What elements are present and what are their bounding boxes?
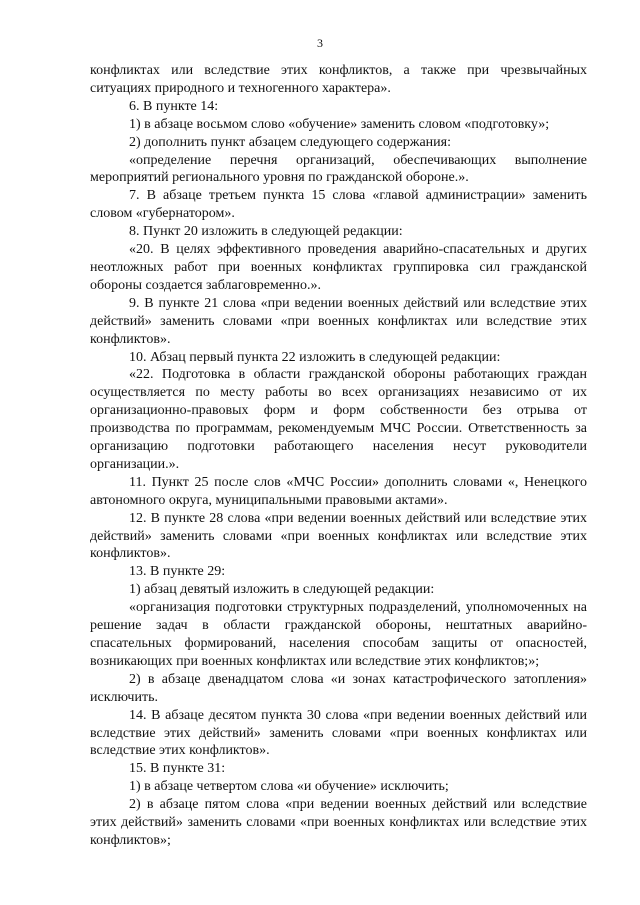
paragraph-16: «организация подготовки структурных подразделений, уполномоченных на решение задач в области гражданской обороны, нештатных аварийно-спасательных формирований, населения способам защиты от опасностей, возникающих при военных конфликтах или вследствие этих конфликтов;»;: [90, 600, 587, 669]
paragraph-11: «22. Подготовка в области гражданской обороны работающих граждан осуществляется по месту работы во всех организациях независимо от их организационно-правовых форм и форм собственности без отрыва от производства по программам, рекомендуемым МЧС России. Ответственность за организацию подготовки работающего населения несут руководители организации.».: [90, 367, 587, 472]
document-body: [90, 62, 587, 850]
paragraph-17: 2) в абзаце двенадцатом слова «и зонах катастрофического затопления» исключить.: [90, 671, 587, 705]
paragraph-12: 11. Пункт 25 после слов «МЧС России» дополнить словами «, Ненецкого автономного округа, муниципальными правовыми актами».: [90, 474, 587, 508]
paragraph-13: 12. В пункте 28 слова «при ведении военных действий или вследствие этих действий» заменить словами «при военных конфликтах или вследствие этих конфликтов».: [90, 510, 587, 562]
paragraph-20: 1) в абзаце четвертом слова «и обучение» исключить;: [129, 779, 449, 795]
paragraph-2: 6. В пункте 14:: [129, 98, 219, 114]
paragraph-10: 10. Абзац первый пункта 22 изложить в следующей редакции:: [129, 349, 501, 365]
paragraph-6: 7. В абзаце третьем пункта 15 слова «главой администрации» заменить словом «губернатором».: [90, 188, 587, 222]
paragraph-18: 14. В абзаце десятом пункта 30 слова «при ведении военных действий или вследствие этих действий» заменить словами «при военных конфликтах или вследствие этих конфликтов».: [90, 707, 587, 759]
paragraph-9: 9. В пункте 21 слова «при ведении военных действий или вследствие этих действий» заменить словами «при военных конфликтах или вследствие этих конфликтов».: [90, 295, 587, 347]
paragraph-1: конфликтах или вследствие этих конфликтов, а также при чрезвычайных ситуациях природного и техногенного характера».: [90, 63, 587, 96]
paragraph-21: 2) в абзаце пятом слова «при ведении военных действий или вследствие этих действий» заменить словами «при военных конфликтах или вследствие этих конфликтов»;: [90, 797, 587, 848]
paragraph-3: 1) в абзаце восьмом слово «обучение» заменить словом «подготовку»;: [129, 116, 550, 132]
paragraph-14: 13. В пункте 29:: [129, 564, 226, 580]
paragraph-8: «20. В целях эффективного проведения аварийно-спасательных и других неотложных работ при военных конфликтах группировка сил гражданской обороны создается заблаговременно.».: [90, 242, 587, 293]
paragraph-5: «определение перечня организаций, обеспечивающих выполнение мероприятий регионального уровня по гражданской обороне.».: [90, 152, 587, 186]
paragraph-19: 15. В пункте 31:: [129, 761, 226, 777]
page-number: 3: [317, 36, 323, 50]
paragraph-15: 1) абзац девятый изложить в следующей редакции:: [129, 582, 435, 598]
paragraph-7: 8. Пункт 20 изложить в следующей редакции:: [129, 224, 403, 240]
paragraph-4: 2) дополнить пункт абзацем следующего содержания:: [129, 134, 451, 150]
